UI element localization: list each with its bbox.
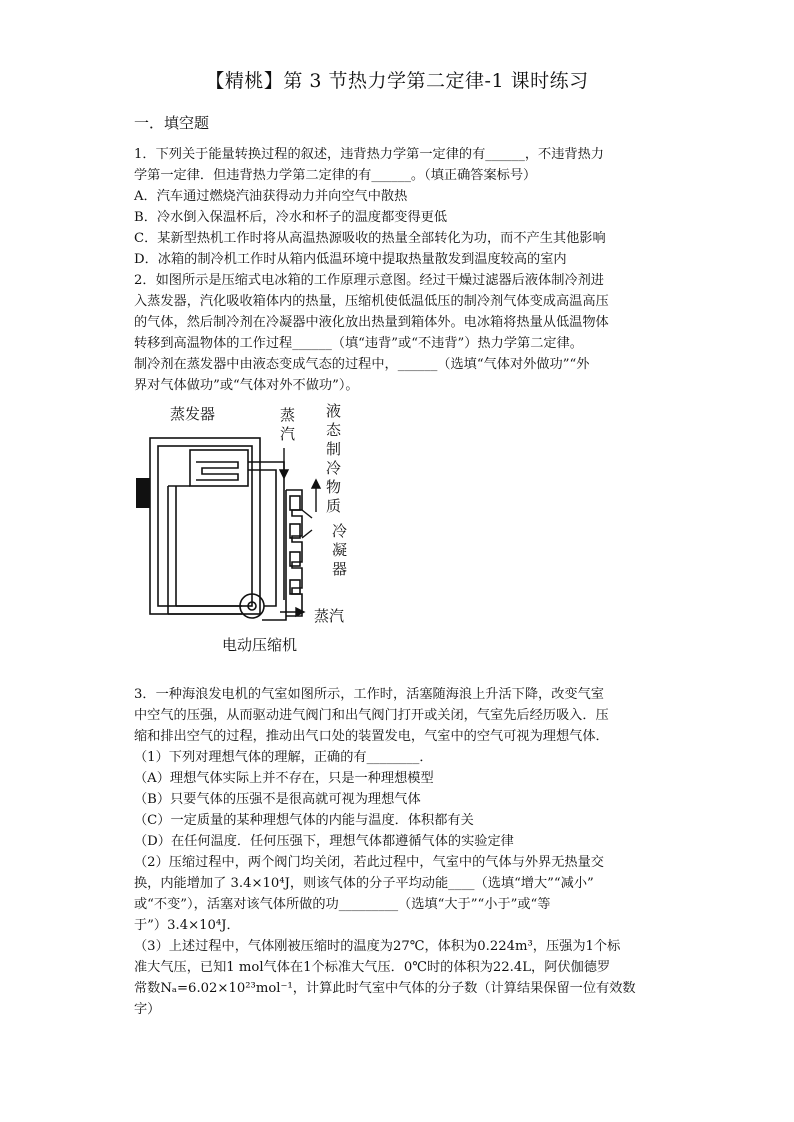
option-b: B．冷水倒入保温杯后，冷水和杯子的温度都变得更低	[134, 210, 448, 225]
steam-arrow-head	[280, 470, 288, 478]
pipe-evaporator-out	[248, 462, 284, 600]
condenser-pointer	[302, 530, 312, 538]
text-line: 缩和排出空气的过程，推动出气口处的装置发电，气室中的空气可视为理想气体．	[134, 729, 609, 744]
text-line: 入蒸发器，汽化吸收箱体内的热量，压缩机使低温低压的制冷剂气体变成高温高压	[134, 294, 609, 309]
question-1	[134, 144, 674, 270]
text-line: 准大气压，已知1 mol气体在1个标准大气压．0℃时的体积为22.4L，阿伏伽德罗	[134, 960, 611, 975]
option-d: D．冰箱的制冷机工作时从箱内低温环境中提取热量散发到温度较高的室内	[134, 252, 567, 267]
condenser-pointer	[302, 510, 312, 518]
text-line: 制冷剂在蒸发器中由液态变成气态的过程中，______（选填“气体对外做功”“外	[134, 357, 590, 372]
option-a: A．汽车通过燃烧汽油获得动力并向空气中散热	[134, 189, 408, 204]
option-d: （D）在任何温度．任何压强下，理想气体都遵循气体的实验定律	[134, 834, 514, 849]
text-line: 常数Nₐ=6.02×10²³mol⁻¹，计算此时气室中气体的分子数（计算结果保留一位有效数	[134, 981, 636, 996]
sub-question-2: （2）压缩过程中，两个阀门均关闭，若此过程中，气室中的气体与外界无热量交	[134, 855, 604, 870]
condenser-fin	[290, 496, 300, 510]
text-line: 转移到高温物体的工作过程______（填“违背”或“不违背”）热力学第二定律。	[134, 336, 583, 351]
option-a: （A）理想气体实际上并不存在，只是一种理想模型	[134, 771, 434, 786]
text-line: 1．下列关于能量转换过程的叙述，违背热力学第一定律的有______，不违背热力	[134, 147, 604, 162]
text-line: 2．如图所示是压缩式电冰箱的工作原理示意图。经过干燥过滤器后液体制冷剂进	[134, 273, 604, 288]
liquid-arrow-head	[312, 480, 320, 488]
text-line: 的气体，然后制冷剂在冷凝器中液化放出热量到箱体外。电冰箱将热量从低温物体	[134, 315, 609, 330]
text-line: 于”）3.4×10⁴J．	[134, 918, 240, 933]
cabinet-outline	[150, 438, 260, 614]
sub-question-1: （1）下列对理想气体的理解，正确的有________．	[134, 750, 433, 765]
text-line: 3．一种海浪发电机的气室如图所示，工作时，活塞随海浪上升活下降，改变气室	[134, 687, 604, 702]
section-heading: 一．填空题	[134, 114, 210, 132]
pipe-condenser-outer	[262, 490, 286, 620]
sub-question-3: （3）上述过程中，气体刚被压缩时的温度为27℃，体积为0.224m³，压强为1个标	[134, 939, 621, 954]
label-compressor: 电动压缩机	[222, 636, 298, 654]
cabinet-inner-wall	[158, 446, 252, 606]
pipe-compressor-out	[264, 600, 276, 606]
text-line: 中空气的压强，从而驱动进气阀门和出气阀门打开或关闭，气室先后经历吸入．压	[134, 708, 609, 723]
option-c: C．某新型热机工作时将从高温热源吸收的热量全部转化为功，而不产生其他影响	[134, 231, 606, 246]
page-title: 【精桃】第 3 节热力学第二定律-1 课时练习	[205, 70, 589, 92]
text-line: 或“不变”），活塞对该气体所做的功_________（选填“大于”“小于”或“等	[134, 897, 551, 912]
label-steam-top: 蒸汽	[280, 406, 296, 443]
text-line: 界对气体做功”或“气体对外不做功”）。	[134, 378, 359, 393]
option-c: （C）一定质量的某种理想气体的内能与温度．体积都有关	[134, 813, 474, 828]
question-3	[134, 684, 674, 1020]
evaporator-coil	[196, 462, 238, 480]
text-line: 换，内能增加了 3.4×10⁴J，则该气体的分子平均动能____（选填“增大”“减小”	[134, 876, 594, 891]
option-b: （B）只要气体的压强不是很高就可视为理想气体	[134, 792, 421, 807]
label-steam-out: 蒸汽	[314, 607, 345, 625]
text-line: 字）	[134, 1002, 161, 1017]
label-condenser: 冷凝器	[332, 522, 348, 578]
question-2	[134, 270, 674, 396]
cabinet-handle	[136, 478, 150, 508]
text-line: 学第一定律．但违背热力学第二定律的有______。（填正确答案标号）	[134, 168, 537, 183]
refrigerator-diagram	[134, 400, 364, 662]
label-liquid-refrigerant: 液态制冷物质	[326, 402, 342, 515]
label-evaporator: 蒸发器	[170, 405, 216, 423]
